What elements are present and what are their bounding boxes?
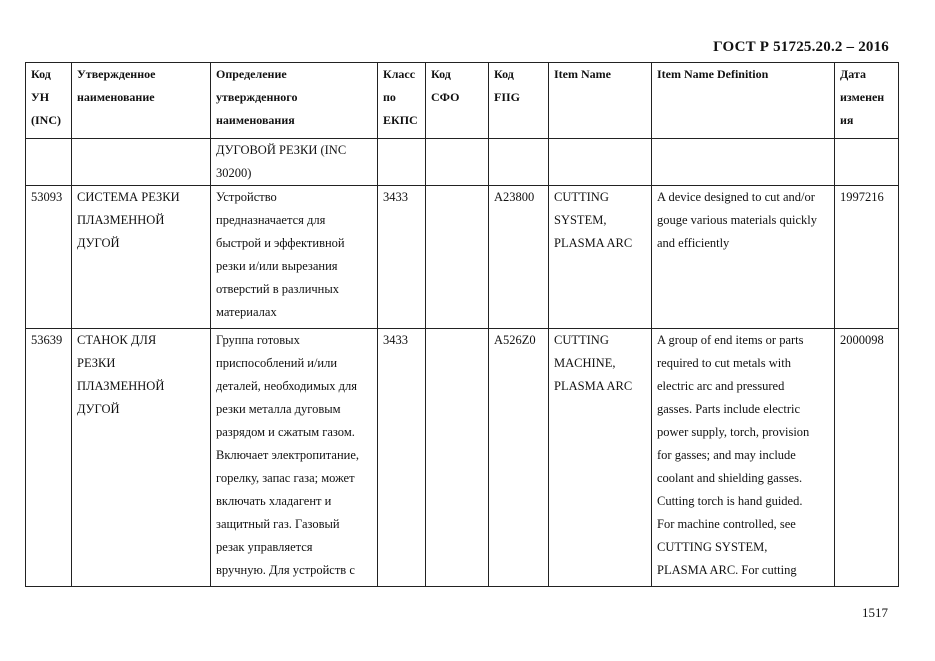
header-sfo-code: Код СФО [426,63,489,139]
cell-inc-code: 53093 [26,186,72,329]
cell-change-date: 1997216 [835,186,899,329]
cell-ekps-class: 3433 [378,329,426,587]
cell-approved-name: СТАНОК ДЛЯ РЕЗКИ ПЛАЗМЕННОЙ ДУГОЙ [72,329,211,587]
table-row [26,329,899,587]
header-fiig-code: Код FIIG [489,63,549,139]
cell-fiig-code: A23800 [489,186,549,329]
table-header-row [26,63,899,139]
cell-item-name: CUTTING SYSTEM, PLASMA ARC [549,186,652,329]
cell-inc-code: 53639 [26,329,72,587]
cell-item-name-definition: A group of end items or parts required to cut metals with electric arc and pressured gasses. Parts include electric power supply, torch, provision for gasses; and may include coolant and shielding gasses. Cutting torch is hand guided. For machine controlled, see CUTTING SYSTEM, PLASMA ARC. For cutting [652,329,835,587]
header-item-name-definition: Item Name Definition [652,63,835,139]
cell-sfo-code [426,329,489,587]
cell-sfo-code [426,186,489,329]
cell-fiig-code [489,139,549,186]
cell-ekps-class: 3433 [378,186,426,329]
cell-item-name [549,139,652,186]
cell-definition: Группа готовых приспособлений и/или деталей, необходимых для резки металла дуговым разрядом и сжатым газом. Включает электропитание, горелку, запас газа; может включать хладагент и защитный газ. Газовый резак управляется вручную. Для устройств с [211,329,378,587]
header-definition: Определение утвержденного наименования [211,63,378,139]
header-approved-name: Утвержденное наименование [72,63,211,139]
page-number: 1517 [862,605,888,620]
cell-change-date: 2000098 [835,329,899,587]
header-item-name: Item Name [549,63,652,139]
cell-approved-name: СИСТЕМА РЕЗКИ ПЛАЗМЕННОЙ ДУГОЙ [72,186,211,329]
cell-item-name: CUTTING MACHINE, PLASMA ARC [549,329,652,587]
header-ekps-class: Класс по ЕКПС [378,63,426,139]
cell-definition: ДУГОВОЙ РЕЗКИ (INC 30200) [211,139,378,186]
cell-change-date [835,139,899,186]
cell-fiig-code: A526Z0 [489,329,549,587]
cell-approved-name [72,139,211,186]
approved-names-table [25,62,899,587]
cell-item-name-definition: A device designed to cut and/or gouge various materials quickly and efficiently [652,186,835,329]
table-row [26,139,899,186]
cell-inc-code [26,139,72,186]
cell-ekps-class [378,139,426,186]
document-code: ГОСТ Р 51725.20.2 – 2016 [713,39,889,55]
table-row [26,186,899,329]
cell-definition: Устройство предназначается для быстрой и эффективной резки и/или вырезания отверстий в различных материалах [211,186,378,329]
cell-item-name-definition [652,139,835,186]
header-change-date: Дата изменен ия [835,63,899,139]
header-inc-code: Код УН (INC) [26,63,72,139]
cell-sfo-code [426,139,489,186]
